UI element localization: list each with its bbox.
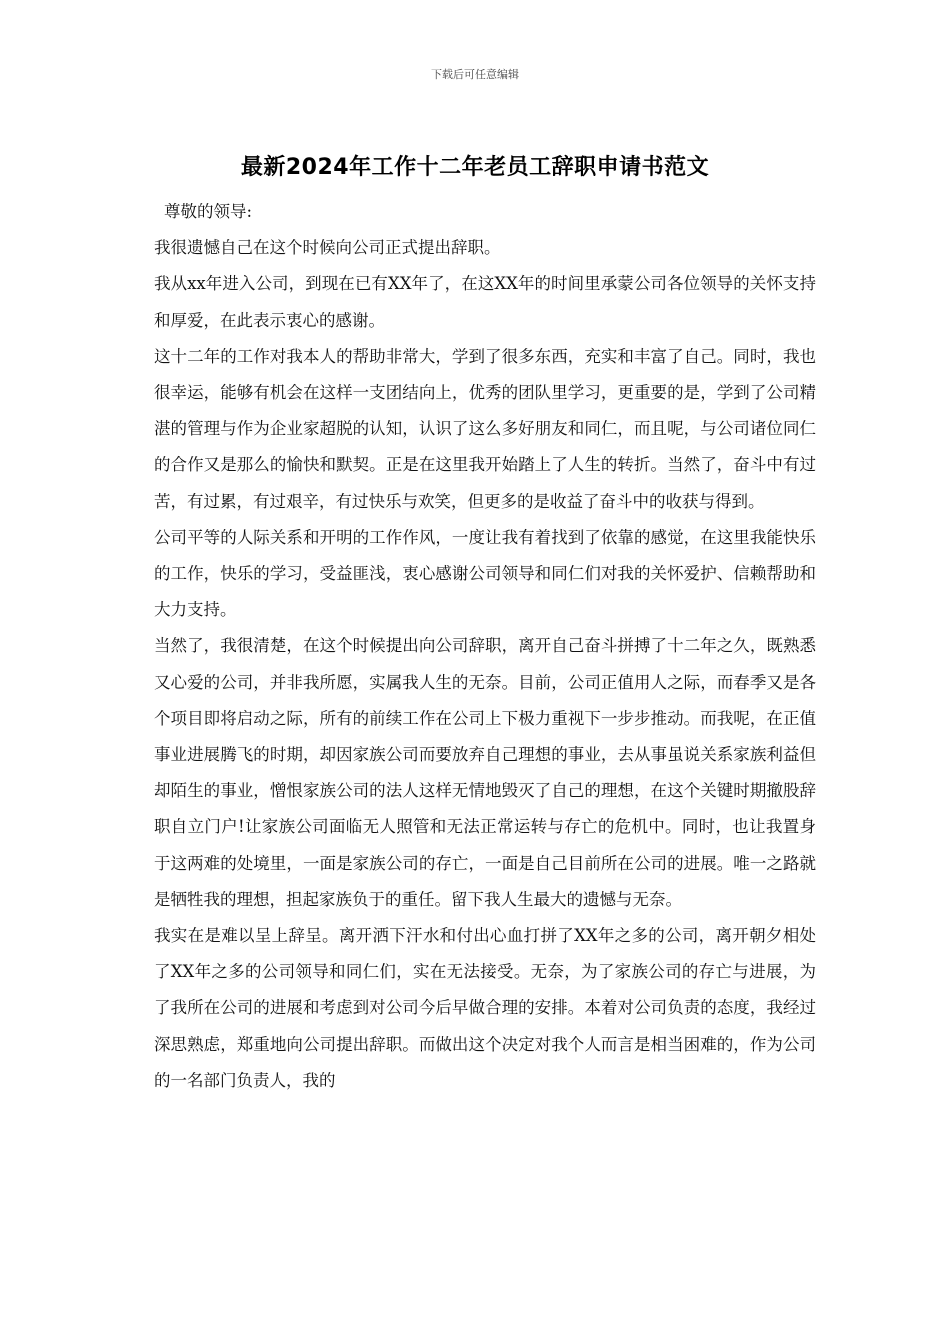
paragraph: 我实在是难以呈上辞呈。离开洒下汗水和付出心血打拼了XX年之多的公司，离开朝夕相处了XX年之多的公司领导和同仁们，实在无法接受。无奈，为了家族公司的存亡与进展，为了我所在公司的进展和考虑到对公司今后早做合理的安排。本着对公司负责的态度，我经过深思熟虑，郑重地向公司提出辞职。而做出这个决定对我个人而言是相当困难的，作为公司的一名部门负责人，我的 xyxy=(154,926,816,1090)
paragraph: 我很遗憾自己在这个时候向公司正式提出辞职。 xyxy=(154,238,501,258)
paragraph: 我从xx年进入公司，到现在已有XX年了，在这XX年的时间里承蒙公司各位领导的关怀支持和厚爱，在此表示衷心的感谢。 xyxy=(154,274,816,330)
header-note: 下载后可任意编辑 xyxy=(431,68,519,81)
letter-body xyxy=(144,194,816,1099)
paragraph: 公司平等的人际关系和开明的工作作风，一度让我有着找到了依靠的感觉，在这里我能快乐的工作，快乐的学习，受益匪浅，衷心感谢公司领导和同仁们对我的关怀爱护、信赖帮助和大力支持。 xyxy=(154,527,816,620)
paragraph: 这十二年的工作对我本人的帮助非常大，学到了很多东西，充实和丰富了自己。同时，我也很幸运，能够有机会在这样一支团结向上，优秀的团队里学习，更重要的是，学到了公司精湛的管理与作为企业家超脱的认知，认识了这么多好朋友和同仁，而且呢，与公司诸位同仁的合作又是那么的愉快和默契。正是在这里我开始踏上了人生的转折。当然了，奋斗中有过苦，有过累，有过艰辛，有过快乐与欢笑，但更多的是收益了奋斗中的收获与得到。 xyxy=(154,346,816,511)
document-title: 最新2024年工作十二年老员工辞职申请书范文 xyxy=(240,155,710,180)
salutation: 尊敬的领导: xyxy=(164,202,253,221)
paragraph: 当然了，我很清楚，在这个时候提出向公司辞职，离开自己奋斗拼搏了十二年之久，既熟悉又心爱的公司，并非我所愿，实属我人生的无奈。目前，公司正值用人之际，而春季又是各个项目即将启动之际，所有的前续工作在公司上下极力重视下一步步推动。而我呢，在正值事业进展腾飞的时期，却因家族公司而要放弃自己理想的事业，去从事虽说关系家族利益但却陌生的事业，憎恨家族公司的法人这样无情地毁灭了自己的理想，在这个关键时期撤股辞职自立门户!让家族公司面临无人照管和无法正常运转与存亡的危机中。同时，也让我置身于这两难的处境里，一面是家族公司的存亡，一面是自己目前所在公司的进展。唯一之路就是牺牲我的理想，担起家族负于的重任。留下我人生最大的遗憾与无奈。 xyxy=(154,636,816,909)
